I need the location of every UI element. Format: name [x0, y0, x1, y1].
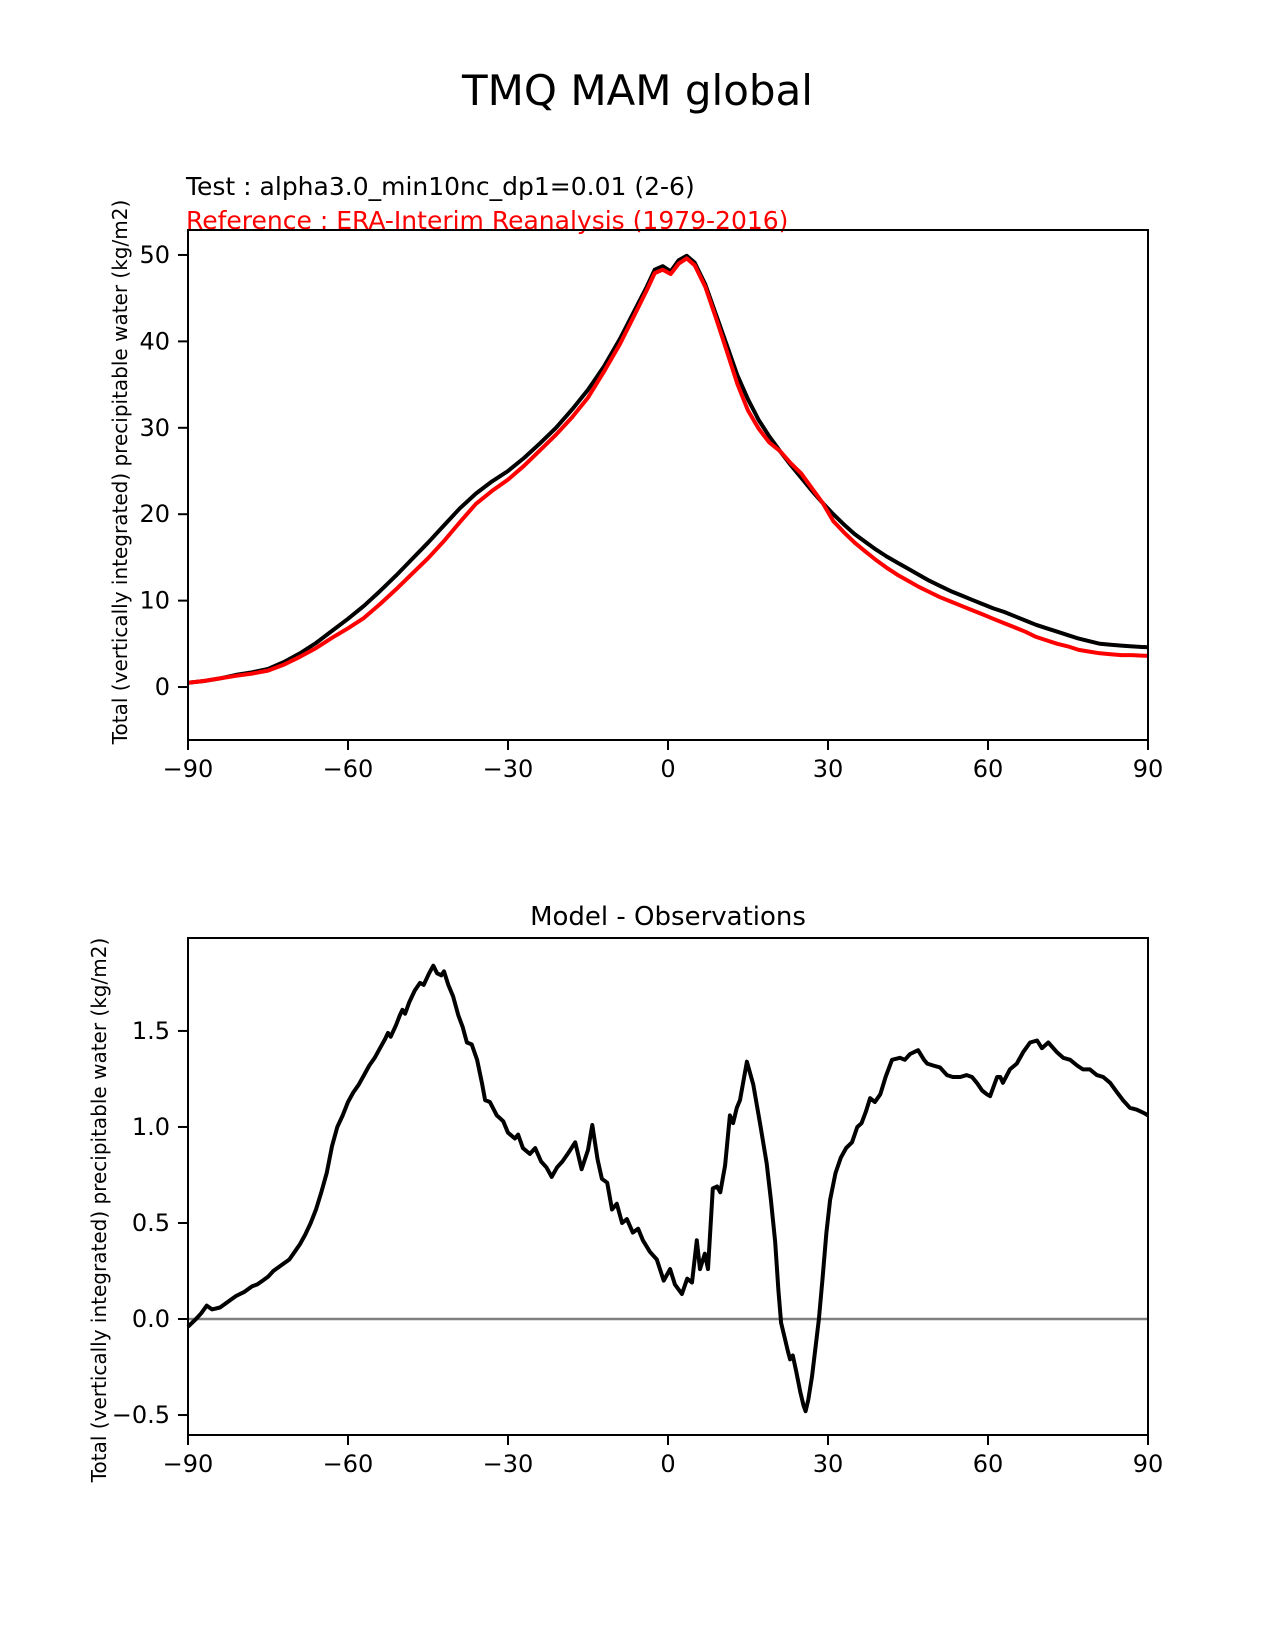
x-tick-label: 60 — [972, 755, 1004, 783]
bottom-plot-y-axis-label: Total (vertically integrated) precipitable water (kg/m2) — [87, 937, 111, 1483]
x-tick-label: 90 — [1132, 1450, 1164, 1478]
x-tick-label: −90 — [162, 755, 214, 783]
y-tick-label: 20 — [139, 500, 170, 529]
y-tick-label: 50 — [139, 240, 170, 269]
y-tick-label: 1.0 — [131, 1112, 170, 1141]
y-tick-label: 0 — [154, 673, 170, 702]
reference-curve — [188, 258, 1148, 682]
diff-curve — [188, 966, 1148, 1411]
y-tick-label: 10 — [139, 586, 170, 615]
y-tick-label: 30 — [139, 413, 170, 442]
figure-title: TMQ MAM global — [462, 66, 813, 115]
x-tick-label: −30 — [482, 1450, 534, 1478]
legend-test-label: Test : alpha3.0_min10nc_dp1=0.01 (2-6) — [186, 172, 695, 201]
y-tick-label: −0.5 — [111, 1401, 170, 1430]
plot-border — [188, 938, 1148, 1435]
y-tick-label: 1.5 — [131, 1016, 170, 1045]
x-tick-label: −60 — [322, 755, 374, 783]
x-tick-label: 90 — [1132, 755, 1164, 783]
legend-reference-label: Reference : ERA-Interim Reanalysis (1979-2016) — [186, 206, 789, 235]
y-tick-label: 0.0 — [131, 1305, 170, 1334]
x-tick-label: −90 — [162, 1450, 214, 1478]
plot-border — [188, 230, 1148, 740]
test-curve — [188, 256, 1148, 683]
y-tick-label: 0.5 — [131, 1208, 170, 1237]
x-tick-label: 30 — [812, 755, 844, 783]
top-plot-y-axis-label: Total (vertically integrated) precipitable water (kg/m2) — [108, 199, 132, 745]
x-tick-label: −30 — [482, 755, 534, 783]
x-tick-label: −60 — [322, 1450, 374, 1478]
x-tick-label: 0 — [660, 755, 676, 783]
bottom-plot-title: Model - Observations — [530, 902, 806, 932]
x-tick-label: 0 — [660, 1450, 676, 1478]
x-tick-label: 30 — [812, 1450, 844, 1478]
x-tick-label: 60 — [972, 1450, 1004, 1478]
y-tick-label: 40 — [139, 327, 170, 356]
